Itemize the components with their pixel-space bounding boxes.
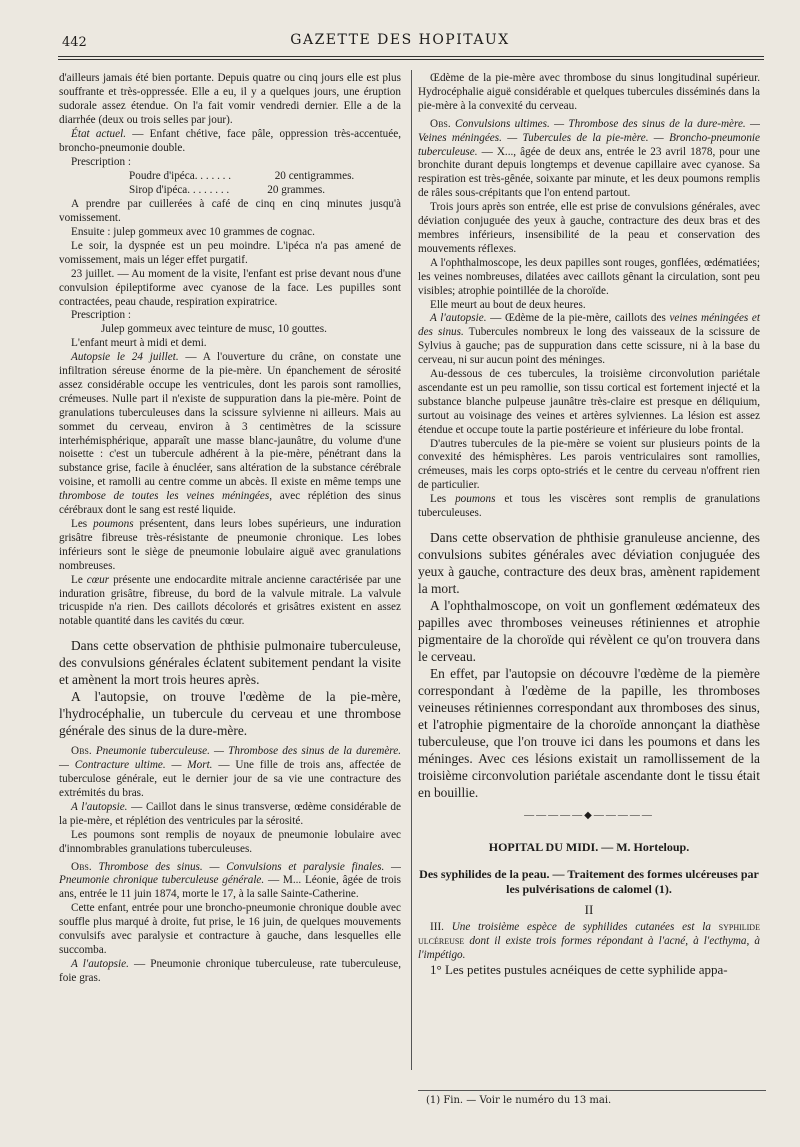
commentary: Dans cette observation de phthisie granuleuse ancienne, des convulsions subites générales avec déviation conjuguée des yeux à gauche, contracture des deux bras, amènent rapidement la mort. <box>418 530 760 596</box>
paragraph: A l'autopsie. — Caillot dans le sinus transverse, œdème considérable de la pie-mère, et réplétion des ventricules par la sérosité. <box>59 800 401 827</box>
observation: Obs. Pneumonie tuberculeuse. — Thrombose des sinus de la duremère. — Contracture ultime. — Mort. — Une fille de trois ans, affectée de tuberculose générale, eut le dernier jour de sa vie une contracture des extrémités du bras. <box>59 745 401 799</box>
observation: Obs. Convulsions ultimes. — Thrombose des sinus de la dure-mère. — Veines méningées. — Tubercules de la pie-mère. — Broncho-pneumonie tuberculeuse. — X..., âgée de deux ans, entrée le 23 avril 1878, pour une bronchite durant depuis longtemps et devenue capillaire avec cyanose. Sa respiration est très-gênée, soixante par minute, et les deux poumons remplis de râles sous-crépitants que l'on entend partout. <box>418 117 760 200</box>
paragraph: Cette enfant, entrée pour une broncho-pneumonie chronique double avec souffle plus marqué à droite, fut prise, le 16 juin, de quelques mouvements convulsifs avec paralysie et contracture à gauche, dans lesquelles elle succomba. <box>59 902 401 956</box>
column-divider <box>411 70 412 1070</box>
footnote: (1) Fin. — Voir le numéro du 13 mai. <box>418 1090 766 1106</box>
paragraph: d'ailleurs jamais été bien portante. Depuis quatre ou cinq jours elle est plus souffrante et très-oppressée. Elle a eu, il y a quelques jours, une éruption sudorale assez étendue. On l'a fait vomir vendredi dernier. Elle a de la diarrhée (deux ou trois selles par jour). <box>59 72 401 126</box>
header-rule <box>58 56 764 57</box>
paragraph: Autopsie le 24 juillet. — A l'ouverture du crâne, on constate une infiltration séreuse énorme de la pie-mère. Un épanchement de sérosité assez considérable occupe les ventricules, dont les parois sont ramollies, crémeuses. Nulle part il n'existe de suppuration dans la pie-mère. Point de granulations tuberculeuses dans la scissure sylvienne ni ailleurs. Mais au sommet du cerveau, environ à 3 centimètres de la scissure interhémisphérique, apparaît une masse blanc-jaunâtre, du volume d'une noisette : c'est un tubercule adhérent à la pie-mère, pénétrant dans la substance grise, facile à énucléer, sans altération de la substance cérébrale voisine, et ramolli au centre comme un abcès. Il existe en même temps une thrombose de toutes les veines méningées, avec réplétion des sinus cérébraux dont le sang est resté liquide. <box>59 351 401 517</box>
article-title: Des syphilides de la peau. — Traitement des formes ulcéreuses par les pulvérisations de calomel (1). <box>419 866 759 896</box>
paragraph: Trois jours après son entrée, elle est prise de convulsions générales, avec déviation conjuguée des yeux à gauche, contracture des deux bras et des membres inférieurs, insensibilité de la peau et conservation des mouvements réflexes. <box>418 201 760 255</box>
header-rule-double <box>58 59 764 60</box>
paragraph: État actuel. — Enfant chétive, face pâle, oppression très-accentuée, broncho-pneumonie double. <box>59 127 401 154</box>
left-column <box>59 72 401 986</box>
section-number: II <box>584 901 594 917</box>
observation: Obs. Thrombose des sinus. — Convulsions et paralysie finales. — Pneumonie chronique tuberculeuse générale. — M... Léonie, âgée de trois ans, entrée le 11 juin 1874, morte le 17, à la salle Sainte-Catherine. <box>59 860 401 901</box>
paragraph: Le soir, la dyspnée est un peu moindre. L'ipéca n'a pas amené de vomissement, mais un léger effet purgatif. <box>59 239 401 266</box>
page-number: 442 <box>62 35 87 50</box>
paragraph: 23 juillet. — Au moment de la visite, l'enfant est prise devant nous d'une convulsion épileptiforme avec cyanose de la face. Les pupilles sont contractées, peau chaude, respiration expiratrice. <box>59 267 402 308</box>
section-separator: —————◆————— <box>524 810 654 821</box>
newspaper-title: GAZETTE DES HOPITAUX <box>290 32 510 48</box>
hospital-heading: HOPITAL DU MIDI. — M. Horteloup. <box>488 839 690 854</box>
paragraph: Les poumons sont remplis de noyaux de pneumonie lobulaire avec d'innombrables granulations tuberculeuses. <box>59 828 401 855</box>
paragraph: A prendre par cuillerées à café de cinq en cinq minutes jusqu'à vomissement. <box>59 198 401 225</box>
paragraph: 1° Les petites pustules acnéiques de cette syphilide appa- <box>430 962 728 978</box>
paragraph: Ensuite : julep gommeux avec 10 grammes de cognac. <box>71 225 315 238</box>
paragraph: III. Une troisième espèce de syphilides cutanées est la syphilide ulcéreuse dont il existe trois formes répondant à l'acné, à l'ecthyma, à l'impétigo. <box>418 920 760 961</box>
prescription: Prescription : Poudre d'ipéca . . . . . . . 20 centigrammes. Sirop d'ipéca . . . . . . . . 20 grammes. <box>71 156 355 197</box>
paragraph: Elle meurt au bout de deux heures. <box>430 298 586 311</box>
right-column <box>418 72 760 978</box>
prescription-label: Prescription : <box>71 309 131 322</box>
paragraph: D'autres tubercules de la pie-mère se voient sur plusieurs points de la convexité des hémisphères. Les parois ventriculaires sont ramollies, crémeuses, mais les corps opto-striés et le centre du cerveau n'offrent rien de particulier. <box>418 437 760 492</box>
paragraph: Au-dessous de ces tubercules, la troisième circonvolution pariétale ascendante est un peu ramollie, son tissu cortical est fortement injecté et la substance blanche pulpeuse jaunâtre très-claire est presque en déliquium, surtout au voisinage des veines et artères sylviennes. La lésion est assez étendue et occupe toute la partie postérieure et inférieure du lobe frontal. <box>418 368 760 436</box>
paragraph: Les poumons et tous les viscères sont remplis de granulations tuberculeuses. <box>418 493 760 520</box>
paragraph: Les poumons présentent, dans leurs lobes supérieurs, une induration grisâtre fibreuse très-résistante de pneumonie chronique. Les lobes inférieurs sont le siège de pneumonie lobulaire aiguë avec granulations nombreuses. <box>59 518 401 572</box>
paragraph: A l'ophthalmoscope, les deux papilles sont rouges, gonflées, œdématiées; les veines nombreuses, dilatées avec caillots gênant la circulation, sont peu visibles; atrophie pointillée de la choroïde. <box>418 256 760 297</box>
commentary: A l'autopsie, on trouve l'œdème de la pie-mère, l'hydrocéphalie, un tubercule du cerveau et une thrombose générale des sinus de la dure-mère. <box>59 689 401 739</box>
paragraph: A l'autopsie. — Œdème de la pie-mère, caillots des veines méningées et des sinus. Tubercules nombreux le long des vaisseaux de la scissure de Sylvius à gauche; pas de suppuration dans cette scissure, ni à la base du cerveau, ni sur aucun point des méninges. <box>418 312 760 367</box>
prescription-line: Julep gommeux avec teinture de musc, 10 gouttes. <box>101 323 327 336</box>
paragraph: L'enfant meurt à midi et demi. <box>71 337 207 350</box>
paragraph: Le cœur présente une endocardite mitrale ancienne caractérisée par une induration grisâtre, fibreuse, du bord de la valvule mitrale. La valvule tricuspide n'a rien. Des caillots décolorés et grisâtres existent en assez notable quantité dans les cavités du cœur. <box>59 573 401 628</box>
commentary: A l'ophthalmoscope, on voit un gonflement œdémateux des papilles avec thromboses veineuses rétiniennes et atrophie pigmentaire de la choroïde qui révèlent ce qu'on trouvera dans le cerveau. <box>418 598 760 664</box>
paragraph: Œdème de la pie-mère avec thrombose du sinus longitudinal supérieur. Hydrocéphalie aiguë considérable et quelques tubercules disséminés dans la pie-mère à la convexité du cerveau. <box>418 72 760 112</box>
commentary: Dans cette observation de phthisie pulmonaire tuberculeuse, des convulsions générales éclatent subitement pendant la visite et amènent la mort trois heures après. <box>59 638 401 688</box>
paragraph: A l'autopsie. — Pneumonie chronique tuberculeuse, rate tuberculeuse, foie gras. <box>59 957 402 984</box>
commentary: En effet, par l'autopsie on découvre l'œdème de la piemère correspondant à l'œdème de la papille, les thromboses veineuses rétiniennes correspondant aux thromboses des sinus, et l'atrophie pigmentaire de la choroïde annonçant la diathèse tuberculeuse, que l'on trouve ici dans les poumons et dans les méninges. Avec ces lésions existait un ramollissement de la troisième circonvolution pariétale ascendante dont le tissu était en bouillie. <box>418 666 760 800</box>
